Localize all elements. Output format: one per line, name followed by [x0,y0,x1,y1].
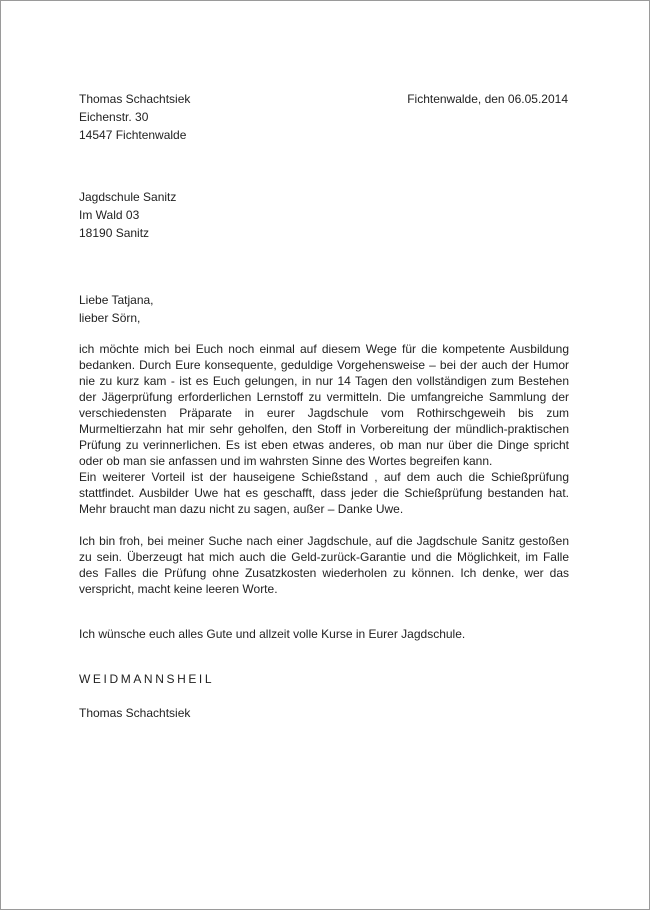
salutation [79,291,154,327]
body-paragraph-4-block [79,626,569,642]
sender-address [79,90,190,144]
salutation-line-2: lieber Sörn, [79,311,141,325]
body-paragraph-4: Ich wünsche euch alles Gute und allzeit volle Kurse in Eurer Jagdschule. [79,627,466,641]
body-paragraph-1-block [79,341,569,517]
sender-street: Eichenstr. 30 [79,110,149,124]
body-paragraph-2: Ein weiterer Vorteil ist der hauseigene Schießstand , auf dem auch die Schießprüfung stattfindet. Ausbilder Uwe hat es geschafft, dass jeder die Schießprüfung bestanden hat. Mehr braucht man dazu nicht zu sagen, außer – Danke Uwe. [79,470,569,516]
recipient-city: 18190 Sanitz [79,226,150,240]
salutation-line-1: Liebe Tatjana, [79,293,154,307]
body-paragraph-3: Ich bin froh, bei meiner Suche nach einer Jagdschule, auf die Jagdschule Sanitz gestoßen zu sein. Überzeugt hat mich auch die Geld-zurück-Garantie und die Möglichkeit, im Falle des Falles die Prüfung ohne Zusatzkosten wiederholen zu können. Ich denke, wer das verspricht, macht keine leeren Worte. [79,534,569,596]
sender-city: 14547 Fichtenwalde [79,128,187,142]
recipient-address [79,188,176,242]
letter-date: Fichtenwalde, den 06.05.2014 [407,92,568,106]
sender-name: Thomas Schachtsiek [79,92,191,106]
recipient-name: Jagdschule Sanitz [79,190,177,204]
signature-name: Thomas Schachtsiek [79,706,191,720]
body-paragraph-1: ich möchte mich bei Euch noch einmal auf diesem Wege für die kompetente Ausbildung bedanken. Durch Eure konsequente, geduldige Vorgehensweise – bei der auch der Humor nie zu kurz kam - ist es Euch gelungen, in nur 14 Tagen den vollständigen zum Bestehen der Jägerprüfung erforderlichen Lernstoff zu vermitteln. Die umfangreiche Sammlung der verschiedensten Präparate in eurer Jagdschule vom Rothirschgeweih bis zum Murmeltierzahn hat mir sehr geholfen, den Stoff in Vorbereitung der mündlich-praktischen Prüfung zu verinnerlichen. Es ist eben etwas anderes, ob man nur über die Dinge spricht oder ob man sie anfassen und im wahrsten Sinne des Wortes begreifen kann. [79,342,569,468]
closing-greeting: WEIDMANNSHEIL [79,672,215,686]
body-paragraph-3-block [79,533,569,597]
recipient-street: Im Wald 03 [79,208,140,222]
